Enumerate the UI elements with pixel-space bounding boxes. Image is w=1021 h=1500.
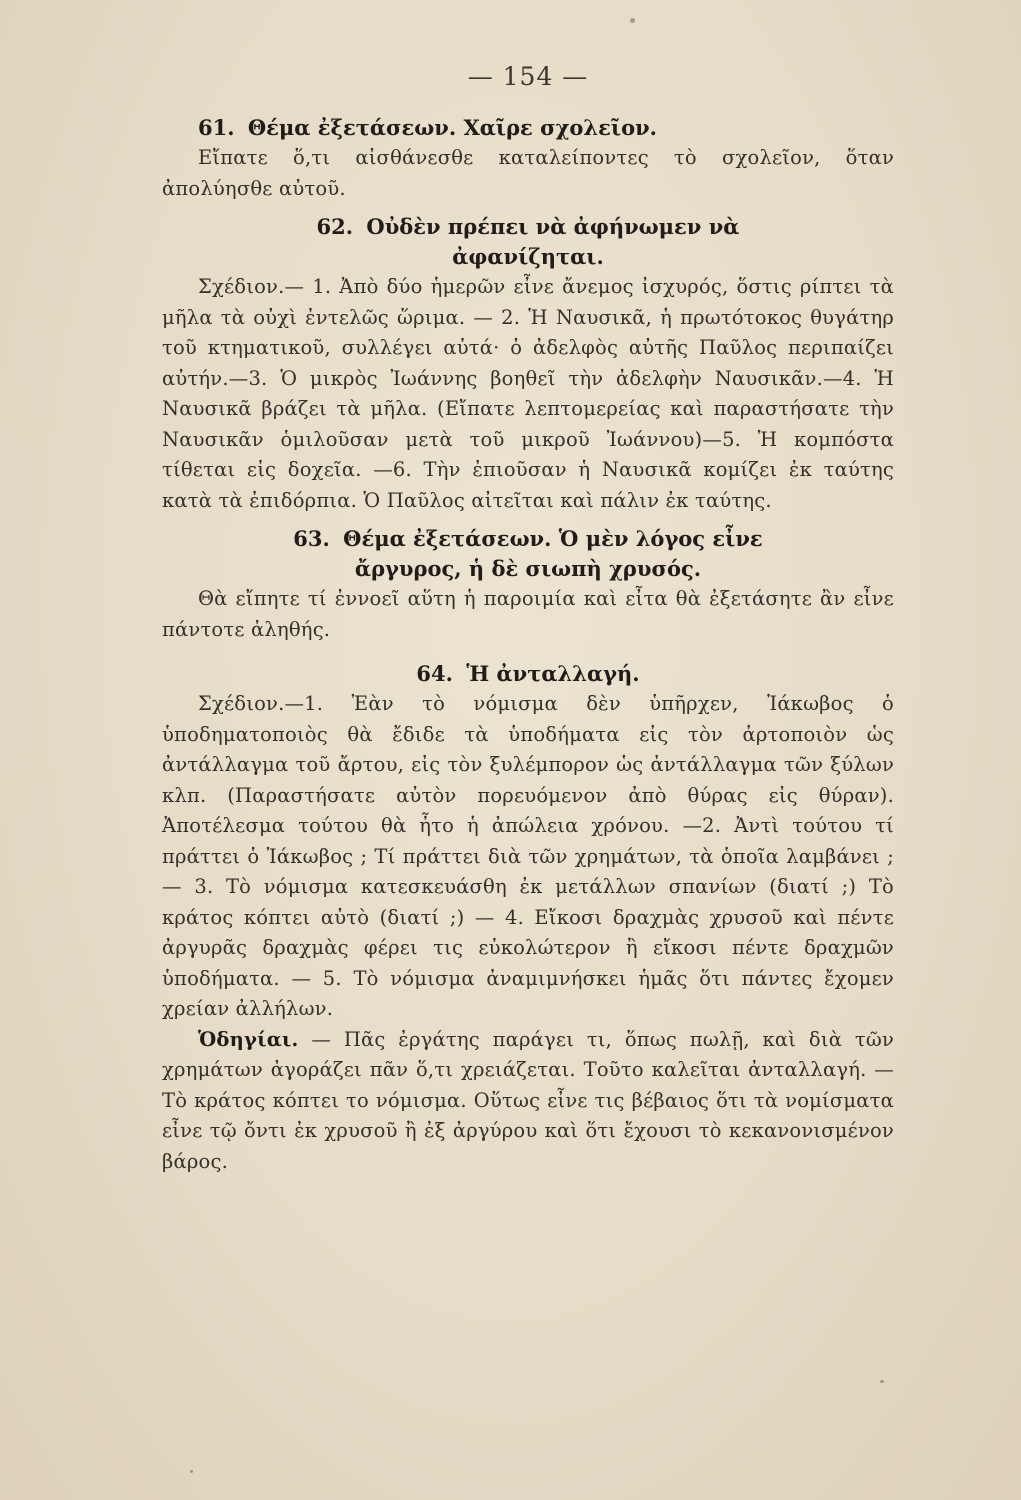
section-number: 63. [293,526,330,551]
section-heading [162,659,894,689]
section-title-continued: ἄργυρος, ἡ δὲ σιωπὴ χρυσός. [354,556,702,581]
section-number: 62. [316,214,354,239]
section-title: Ἡ ἀνταλλαγή. [466,661,640,686]
guidance-paragraph [162,1025,894,1178]
section-title: Θέμα ἐξετάσεων. Ὁ μὲν λόγος εἶνε [343,526,763,551]
section-63 [162,524,894,645]
section-body: Θὰ εἴπητε τί ἐννοεῖ αὕτη ἡ παροιμία καὶ εἶτα θὰ ἐξετάσητε ἂν εἶνε πάντοτε ἀληθής. [162,587,894,641]
section-heading [162,212,894,242]
page-number: — 154 — [467,62,589,91]
section-64 [162,659,894,1177]
section-number: 64. [416,661,453,686]
section-62 [162,212,894,516]
section-heading [162,524,894,554]
guidance-text: — Πᾶς ἐργάτης παράγει τι, ὅπως πωλῇ, καὶ διὰ τῶν χρημάτων ἀγοράζει πᾶν ὅ,τι χρειάζεται. Τοῦτο καλεῖται ἀνταλλαγή. — Τὸ κράτος κόπτει το νόμισμα. Οὕτως εἶνε τις βέβαιος ὅτι τὰ νομίσματα εἶνε τῷ ὄντι ἐκ χρυσοῦ ἢ ἐξ ἀργύρου καὶ ὅτι ἔχουσι τὸ κεκανονισμένον βάρος. [162,1027,894,1173]
section-61 [162,113,894,204]
section-title: Θέμα ἐξετάσεων. Χαῖρε σχολεῖον. [247,115,657,140]
section-title: Οὐδὲν πρέπει νὰ ἀφήνωμεν νὰ [366,214,740,239]
paper-speck [190,1470,193,1473]
section-heading [162,113,894,143]
section-body: Σχέδιον.— 1. Ἀπὸ δύο ἡμερῶν εἶνε ἄνεμος ἰσχυρός, ὅστις ρίπτει τὰ μῆλα τὰ οὐχὶ ἐντελῶς ὥριμα. — 2. Ἡ Ναυσικᾶ, ἡ πρωτότοκος θυγάτηρ τοῦ κτηματικοῦ, συλλέγει αὐτά· ὁ ἀδελφὸς αὐτῆς Παῦλος περιπαίζει αὐτήν.—3. Ὁ μικρὸς Ἰωάννης βοηθεῖ τὴν ἀδελφὴν Ναυσικᾶν.—4. Ἡ Ναυσικᾶ βράζει τὰ μῆλα. (Εἴπατε λεπτομερείας καὶ παραστήσατε τὴν Ναυσικᾶν ὁμιλοῦσαν μετὰ τοῦ μικροῦ Ἰωάννου)—5. Ἡ κομπόστα τίθεται εἰς δοχεῖα. —6. Τὴν ἐπιοῦσαν ἡ Ναυσικᾶ κομίζει ἐκ ταύτης κατὰ τὰ ἐπιδόρπια. Ὁ Παῦλος αἰτεῖται καὶ πάλιν ἐκ ταύτης. [162,275,894,512]
section-body: Σχέδιον.—1. Ἐὰν τὸ νόμισμα δὲν ὑπῆρχεν, Ἰάκωβος ὁ ὑποδηματοποιὸς θὰ ἔδιδε τὰ ὑποδήματα εἰς τὸν ἀρτοποιὸν ὡς ἀντάλλαγμα τοῦ ἄρτου, εἰς τὸν ξυλέμπορον ὡς ἀντάλλαγμα τῶν ξύλων κλπ. (Παραστήσατε αὐτὸν πορευόμενον ἀπὸ θύρας εἰς θύραν). Ἀποτέλεσμα τούτου θὰ ἦτο ἡ ἀπώλεια χρόνου. —2. Ἀντὶ τούτου τί πράττει ὁ Ἰάκωβος ; Τί πράττει διὰ τῶν χρημάτων, τὰ ὁποῖα λαμβάνει ; — 3. Τὸ νόμισμα κατεσκευάσθη ἐκ μετάλλων σπανίων (διατί ;) Τὸ κράτος κόπτει αὐτὸ (διατί ;) — 4. Εἴκοσι δραχμὰς χρυσοῦ καὶ πέντε ἀργυρᾶς δραχμὰς φέρει τις εὐκολώτερον ἢ εἴκοσι πέντε δραχμῶν ὑποδήματα. — 5. Τὸ νόμισμα ἀναμιμνήσκει ἡμᾶς ὅτι πάντες ἔχομεν χρείαν ἀλλήλων. [162,692,894,1020]
paper-speck [880,1380,884,1383]
section-number: 61. [198,115,235,140]
paper-speck [630,18,635,23]
guidance-label: Ὁδηγίαι. [198,1027,299,1051]
section-body: Εἴπατε ὅ,τι αἰσθάνεσθε καταλείποντες τὸ σχολεῖον, ὅταν ἀπολύησθε αὐτοῦ. [162,146,894,200]
page-content [162,62,894,1177]
section-title-continued: ἀφανίζηται. [452,244,604,269]
